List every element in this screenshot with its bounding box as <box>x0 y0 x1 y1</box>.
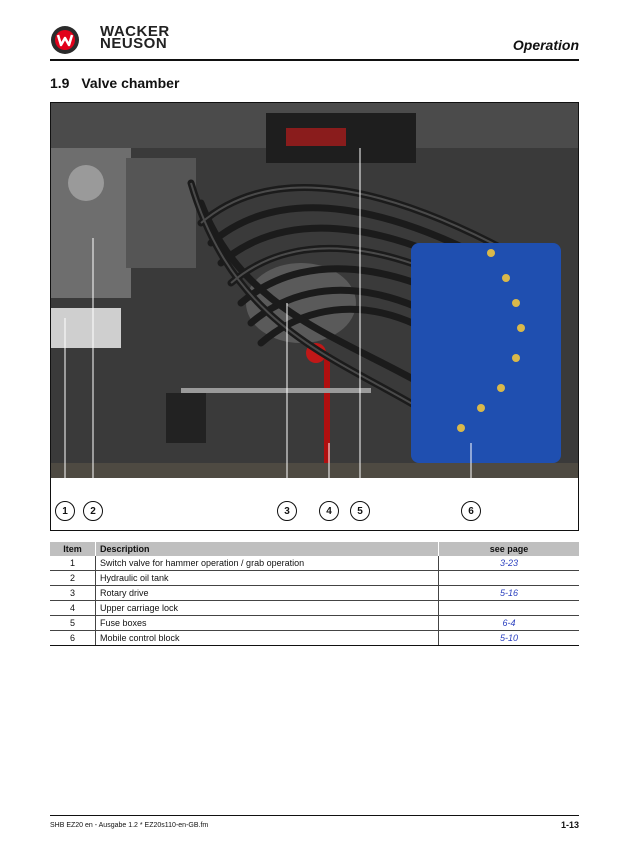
row-item: 6 <box>50 631 96 646</box>
row-description: Upper carriage lock <box>96 601 439 616</box>
table-row <box>50 631 579 646</box>
footer-document-info: SHB EZ20 en - Ausgabe 1.2 * EZ20s110-en-GB.fm <box>50 822 209 829</box>
brand-line-1: WACKER <box>100 23 170 40</box>
table-row <box>50 601 579 616</box>
row-item: 1 <box>50 556 96 571</box>
row-item: 3 <box>50 586 96 601</box>
wacker-neuson-logo <box>50 25 80 55</box>
callout-5: 5 <box>350 501 370 521</box>
page-reference-link[interactable]: 3-23 <box>439 556 580 571</box>
page-reference-link[interactable]: 5-10 <box>439 631 580 646</box>
callout-4: 4 <box>319 501 339 521</box>
row-item: 5 <box>50 616 96 631</box>
page-reference-link[interactable]: 6-4 <box>439 616 580 631</box>
callout-3: 3 <box>277 501 297 521</box>
page-reference-link[interactable]: 5-16 <box>439 586 580 601</box>
page-reference-link <box>439 571 580 586</box>
row-description: Hydraulic oil tank <box>96 571 439 586</box>
row-item: 2 <box>50 571 96 586</box>
row-item: 4 <box>50 601 96 616</box>
table-row <box>50 586 579 601</box>
callout-1: 1 <box>55 501 75 521</box>
photo-illustration <box>51 103 579 531</box>
page-number: 1-13 <box>560 820 579 830</box>
section-heading <box>50 75 179 91</box>
brand-line-2: NEUSON <box>100 35 168 52</box>
section-title: Valve chamber <box>81 75 180 91</box>
row-description: Rotary drive <box>96 586 439 601</box>
chapter-name: Operation <box>512 37 579 53</box>
header-see-page: see page <box>439 542 580 556</box>
brand-name <box>100 23 170 52</box>
row-description: Switch valve for hammer operation / grab operation <box>96 556 439 571</box>
footer-divider <box>50 815 579 816</box>
page-reference-link <box>439 601 580 616</box>
valve-chamber-photo <box>50 102 579 531</box>
table-header-row <box>50 542 579 556</box>
table-row <box>50 556 579 571</box>
header-description: Description <box>96 542 439 556</box>
header-divider <box>50 59 579 61</box>
row-description: Mobile control block <box>96 631 439 646</box>
callout-2: 2 <box>83 501 103 521</box>
callout-6: 6 <box>461 501 481 521</box>
table-row <box>50 571 579 586</box>
row-description: Fuse boxes <box>96 616 439 631</box>
legend-table <box>50 542 579 646</box>
table-row <box>50 616 579 631</box>
header-item: Item <box>50 542 96 556</box>
section-number: 1.9 <box>50 75 70 91</box>
